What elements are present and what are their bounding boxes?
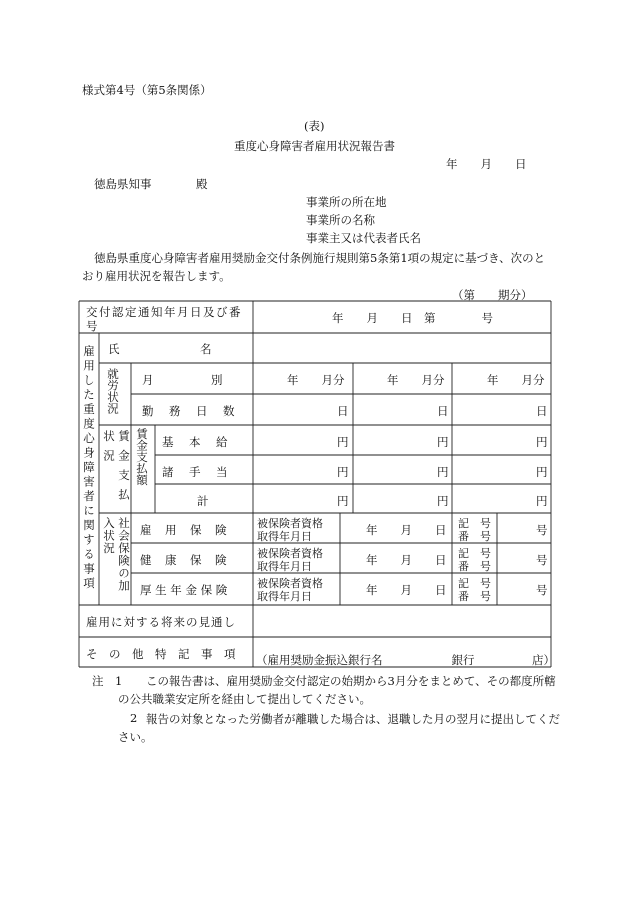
employer-name-label: 事業主又は代表者氏名: [306, 231, 421, 245]
day-unit-3: 日: [536, 404, 548, 418]
work-days-label: 勤 務 日 数: [142, 404, 237, 418]
kigo-label-3a: 記 号: [458, 577, 491, 590]
addressee: 徳島県知事: [94, 177, 152, 191]
allowances-label: 諸 手 当: [162, 465, 230, 479]
note-2-line1: 報告の対象となった労働者が離職した場合は、退職した月の翌月に提出してくだ: [146, 712, 560, 726]
insured-ymd-1: 年 月 日: [366, 523, 447, 537]
yen-allow-2: 円: [437, 465, 449, 479]
kigo-label-1b: 番 号: [458, 530, 491, 543]
yen-total-3: 円: [536, 494, 548, 508]
day-unit-1: 日: [337, 404, 349, 418]
kigo-label-2a: 記 号: [458, 547, 491, 560]
month-col-1: 年 月分: [287, 373, 345, 387]
kigo-label-3b: 番 号: [458, 590, 491, 603]
date-line: 年 月 日: [446, 157, 527, 171]
wage-amount-label: 賃金支払額: [135, 428, 149, 486]
document-title: 重度心身障害者雇用状況報告書: [234, 139, 395, 153]
side-label: (表): [304, 119, 325, 133]
notice-label-line1: 交付認定通知年月日及び番: [86, 305, 242, 319]
insured-ymd-3: 年 月 日: [366, 583, 447, 597]
office-name-label: 事業所の名称: [306, 213, 375, 227]
other-notes-label: そ の 他 特 記 事 項: [86, 647, 236, 661]
insured-date-label-2b: 取得年月日: [257, 560, 312, 573]
go-unit-2: 号: [536, 553, 548, 567]
intro-line-1: 徳島県重度心身障害者雇用奨励金交付条例施行規則第5条第1項の規定に基づき、次のと: [94, 251, 546, 265]
yen-base-2: 円: [437, 435, 449, 449]
insured-date-label-1a: 被保険者資格: [257, 517, 323, 530]
bank-line: （雇用奨励金振込銀行名 銀行 店）: [256, 653, 555, 667]
kigo-label-1a: 記 号: [458, 517, 491, 530]
period-label: （第 期分）: [452, 288, 533, 302]
notice-value: 年 月 日 第 号: [332, 311, 493, 325]
yen-allow-3: 円: [536, 465, 548, 479]
yen-base-3: 円: [536, 435, 548, 449]
note-1-line1: この報告書は、雇用奨励金交付認定の始期から3月分をまとめて、その都度所轄: [146, 674, 556, 688]
yen-base-1: 円: [337, 435, 349, 449]
note-1-line2: の公共職業安定所を経由して提出してください。: [118, 692, 371, 706]
health-insurance-label: 健 康 保 険: [140, 553, 228, 567]
wage-status-label: 賃金支払状況: [102, 430, 131, 508]
honorific: 殿: [196, 177, 208, 191]
intro-line-2: おり雇用状況を報告します。: [82, 269, 231, 283]
go-unit-3: 号: [536, 583, 548, 597]
name-label: 氏 名: [108, 342, 212, 356]
yen-total-2: 円: [437, 494, 449, 508]
month-col-2: 年 月分: [387, 373, 445, 387]
go-unit-1: 号: [536, 523, 548, 537]
note-2-label: 2: [130, 711, 138, 725]
insured-ymd-2: 年 月 日: [366, 553, 447, 567]
base-pay-label: 基 本 給: [162, 435, 230, 449]
insured-date-label-3a: 被保険者資格: [257, 577, 323, 590]
employee-group-label: 雇用した重度心身障害者に関する事項: [82, 345, 96, 592]
office-location-label: 事業所の所在地: [306, 195, 387, 209]
insured-date-label-1b: 取得年月日: [257, 530, 312, 543]
pension-insurance-label: 厚 生 年 金 保 険: [140, 583, 228, 597]
employment-insurance-label: 雇 用 保 険: [140, 523, 228, 537]
kigo-label-2b: 番 号: [458, 560, 491, 573]
month-label: 月 別: [142, 373, 223, 387]
form-number: 様式第4号（第5条関係）: [82, 83, 212, 97]
insurance-status-label: 社会保険の加入状況: [102, 517, 131, 592]
day-unit-2: 日: [437, 404, 449, 418]
total-label: 計: [197, 494, 209, 508]
insured-date-label-2a: 被保険者資格: [257, 547, 323, 560]
yen-allow-1: 円: [337, 465, 349, 479]
insured-date-label-3b: 取得年月日: [257, 590, 312, 603]
work-status-label: 就労状況: [106, 368, 120, 414]
note-1-label: 注 1: [92, 674, 123, 688]
yen-total-1: 円: [337, 494, 349, 508]
notice-label-line2: 号: [86, 319, 98, 333]
outlook-label: 雇用に対する将来の見通し: [86, 615, 236, 629]
note-2-line2: さい。: [118, 730, 153, 744]
month-col-3: 年 月分: [487, 373, 545, 387]
